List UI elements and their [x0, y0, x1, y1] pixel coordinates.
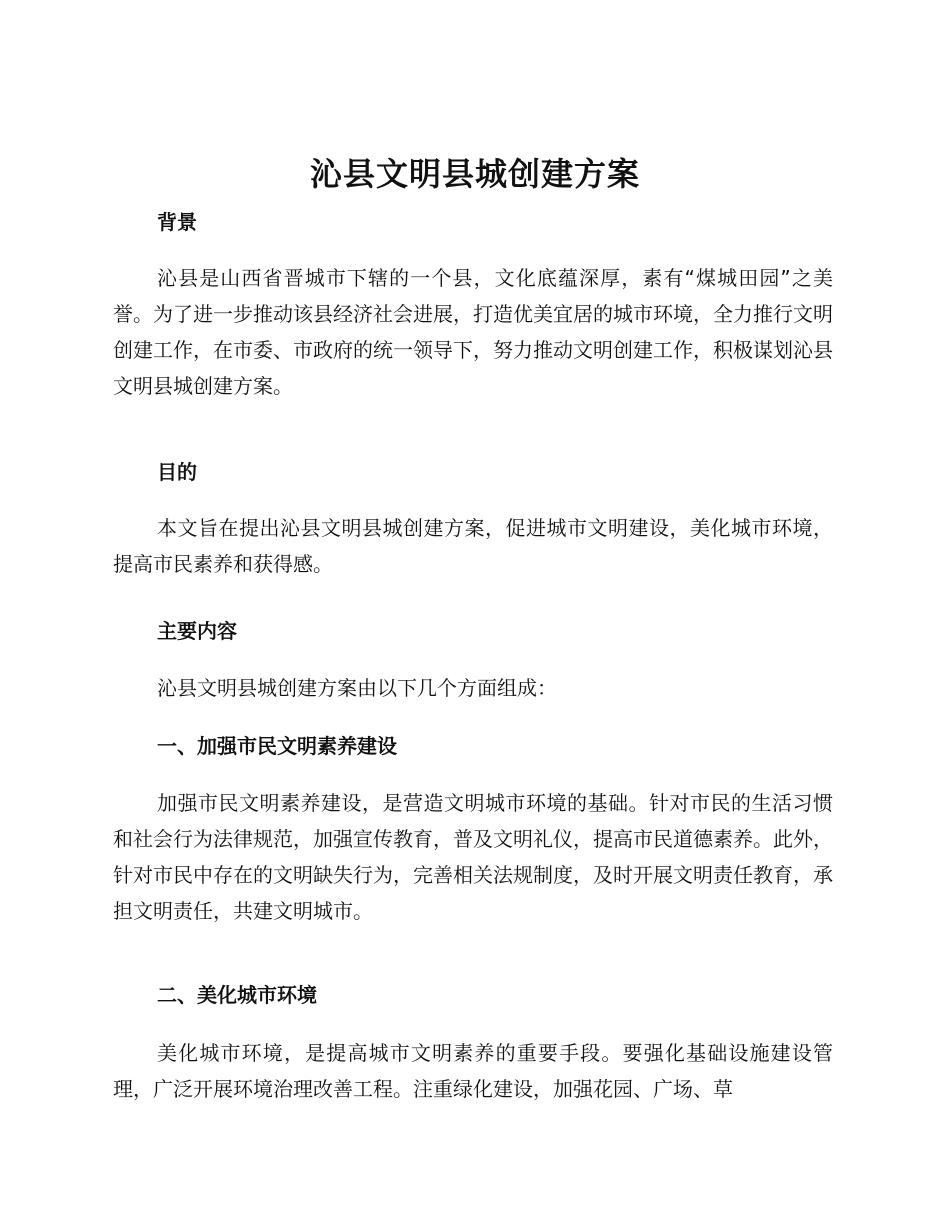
heading-part-two: 二、美化城市环境: [157, 983, 317, 1007]
page-title: 沁县文明县城创建方案: [309, 155, 640, 193]
paragraph-part-two: 美化城市环境，是提高城市文明素养的重要手段。要强化基础设施建设管理，广泛开展环境治理改善工程。注重绿化建设，加强花园、广场、草: [113, 1041, 833, 1101]
paragraph-part-one: 加强市民文明素养建设，是营造文明城市环境的基础。针对市民的生活习惯和社会行为法律规范，加强宣传教育，普及文明礼仪，提高市民道德素养。此外，针对市民中存在的文明缺失行为，完善相关法规制度，及时开展文明责任教育，承担文明责任，共建文明城市。: [113, 791, 833, 923]
heading-background: 背景: [157, 210, 197, 234]
heading-part-one: 一、加强市民文明素养建设: [157, 734, 397, 758]
heading-main-content: 主要内容: [157, 619, 237, 643]
paragraph-background: 沁县是山西省晋城市下辖的一个县，文化底蕴深厚，素有“煤城田园”之美誉。为了进一步推动该县经济社会进展，打造优美宜居的城市环境，全力推行文明创建工作，在市委、市政府的统一领导下，努力推动文明创建工作，积极谋划沁县文明县城创建方案。: [113, 266, 833, 398]
paragraph-purpose: 本文旨在提出沁县文明县城创建方案，促进城市文明建设，美化城市环境，提高市民素养和获得感。: [113, 516, 833, 576]
heading-purpose: 目的: [157, 460, 197, 484]
paragraph-main-content: 沁县文明县城创建方案由以下几个方面组成：: [157, 676, 557, 700]
